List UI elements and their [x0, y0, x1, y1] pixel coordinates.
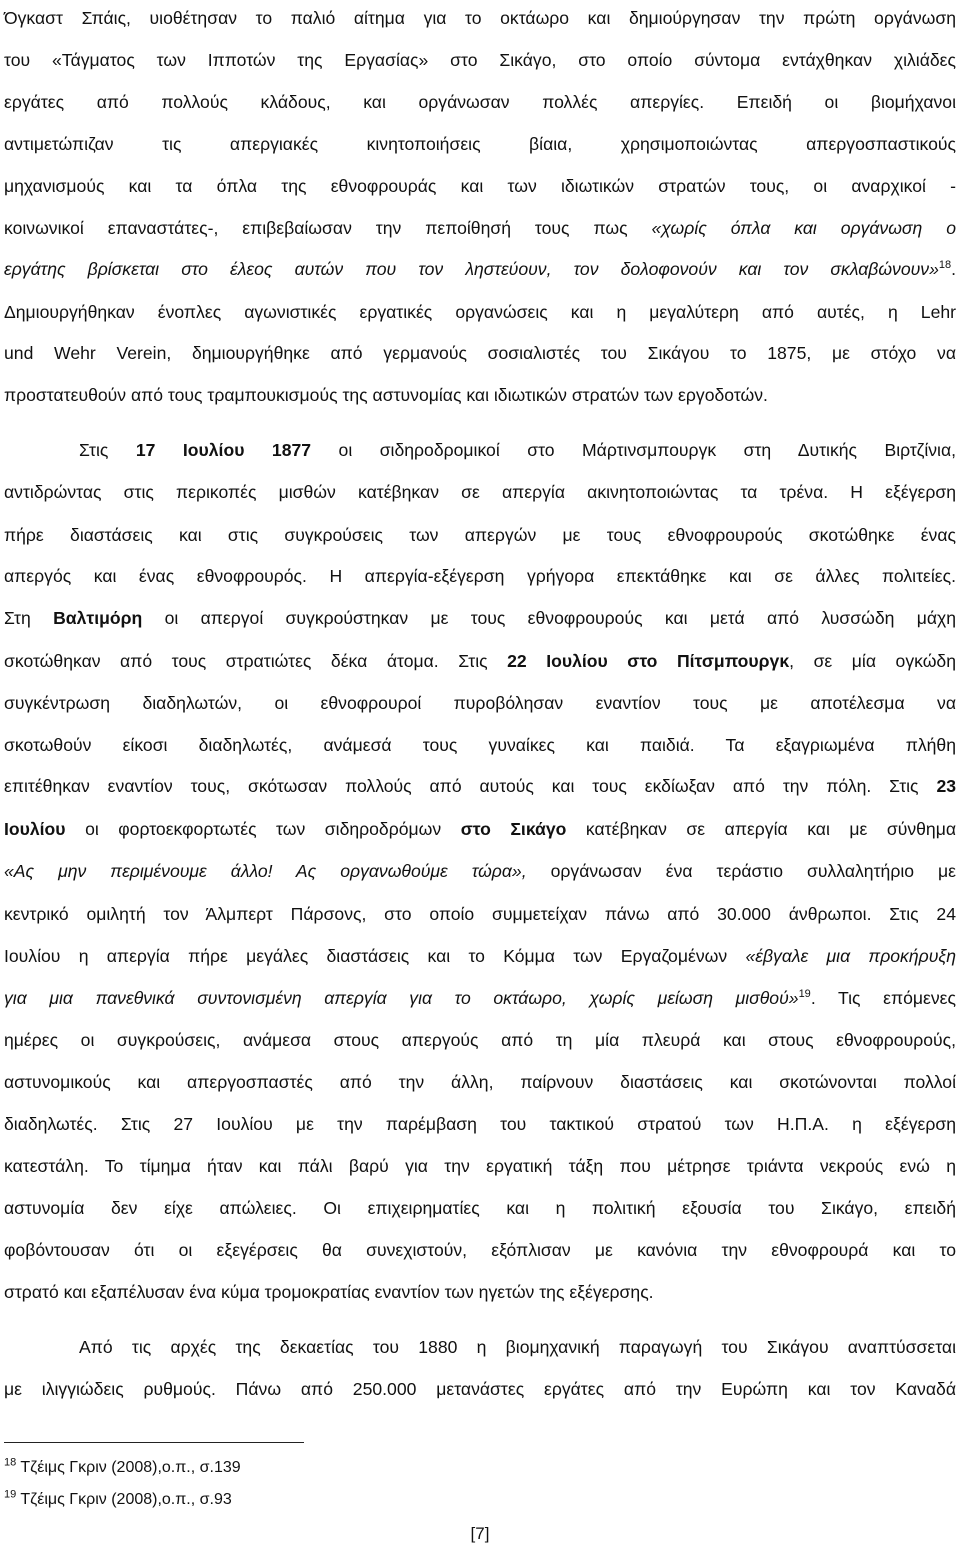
text-line: προστατευθούν από τους τραμπουκισμούς της αστυνομίας και ιδιωτικών στρατών των εργοδοτών.: [4, 385, 768, 405]
bold-text: 17 Ιουλίου 1877: [135, 440, 312, 460]
text-span: σκοτώθηκαν από τους στρατιώτες δέκα άτομα. Στις: [4, 651, 488, 671]
footnote-ref[interactable]: 18: [938, 259, 952, 272]
text-span: Ιουλίου η απεργία πήρε μεγάλες διαστάσεις και το Κόμμα των Εργαζομένων: [4, 946, 728, 966]
text-line: κεντρικό ομιλητή τον Άλμπερτ Πάρσονς, στο οποίο συμμετείχαν πάνω από 30.000 άνθρωποι. Στις 24: [4, 904, 956, 924]
text-line: [4, 776, 956, 796]
text-line: [4, 861, 956, 881]
page-number: [7]: [470, 1524, 490, 1543]
text-line: αστυνομικούς και απεργοσπαστές από την άλλη, παίρνουν διαστάσεις και σκοτώνονται πολλοί: [4, 1072, 956, 1092]
text-line: [79, 440, 956, 460]
text-line: στρατό και εξαπέλυσαν ένα κύμα τρομοκρατίας εναντίον των ηγετών της εξέγερσης.: [4, 1282, 654, 1302]
quote-text: «έβγαλε μια προκήρυξη: [745, 946, 957, 966]
text-line: συγκέντρωση διαδηλωτών, οι εθνοφρουροί πυροβόλησαν εναντίον τους με αποτέλεσμα να: [4, 693, 956, 713]
text-line: σκοτωθούν είκοσι διαδηλωτές, ανάμεσά τους γυναίκες και παιδιά. Τα εξαγριωμένα πλήθη: [4, 735, 956, 755]
footnote-separator: [4, 1442, 304, 1443]
text-line: αστυνομία δεν είχε απώλειες. Οι επιχειρηματίες και η πολιτική εξουσία του Σικάγο, επειδή: [4, 1198, 956, 1218]
quote-text: για μια πανεθνικά συντονισμένη απεργία για το οκτάωρο, χωρίς μείωση μισθού»: [4, 988, 799, 1008]
text-line: φοβόντουσαν ότι οι εξεγέρσεις θα συνεχιστούν, εξόπλισαν με κανόνια την εθνοφρουρά και το: [4, 1240, 956, 1260]
footnote: [4, 1458, 241, 1478]
text-span: οι απεργοί συγκρούστηκαν με τους εθνοφρουρούς και μετά από λυσσώδη μάχη: [164, 608, 957, 628]
text-span: , σε μία ογκώδη: [789, 651, 957, 671]
text-line: εργάτες από πολλούς κλάδους, και οργάνωσαν πολλές απεργίες. Επειδή οι βιομήχανοι: [4, 92, 956, 112]
text-line: με ιλιγγιώδεις ρυθμούς. Πάνω από 250.000 μετανάστες εργάτες από την Ευρώπη και τον Καναδά: [4, 1379, 956, 1399]
text-line: αντιδρώντας στις περικοπές μισθών κατέβηκαν σε απεργία ακινητοποιώντας τα τρένα. Η εξέγερση: [4, 482, 956, 502]
text-span: κοινωνικοί επαναστάτες-, επιβεβαίωσαν την πεποίθησή τους πως: [4, 218, 628, 238]
text-span: οι φορτοεκφορτωτές των σιδηροδρόμων: [85, 819, 442, 839]
text-line: und Wehr Verein, δημιουργήθηκε από γερμανούς σοσιαλιστές του Σικάγου το 1875, με στόχο να: [4, 343, 956, 363]
text-span: .: [951, 259, 956, 279]
bold-text: Ιουλίου: [4, 819, 66, 839]
text-line: Από τις αρχές της δεκαετίας του 1880 η βιομηχανική παραγωγή του Σικάγου αναπτύσσεται: [79, 1337, 956, 1357]
text-span: Στις: [79, 440, 109, 460]
text-line: διαδηλωτές. Στις 27 Ιουλίου με την παρέμβαση του τακτικού στρατού των Η.Π.Α. η εξέγερση: [4, 1114, 956, 1134]
text-line: αντιμετώπιζαν τις απεργιακές κινητοποιήσεις βίαια, χρησιμοποιώντας απεργοσπαστικούς: [4, 134, 956, 154]
footnote-text: Τζέιμς Γκριν (2008),ο.π., σ.93: [20, 1491, 232, 1508]
text-line: [4, 946, 956, 966]
text-line: πήρε διαστάσεις και στις συγκρούσεις των απεργών με τους εθνοφρουρούς σκοτώθηκε ένας: [4, 525, 956, 545]
text-line: Δημιουργήθηκαν ένοπλες αγωνιστικές εργατικές οργανώσεις και η μεγαλύτερη από αυτές, η Lehr: [4, 302, 956, 322]
text-line: Όγκαστ Σπάις, υιοθέτησαν το παλιό αίτημα για το οκτάωρο και δημιούργησαν την πρώτη οργάνωση: [4, 8, 956, 28]
text-line: ημέρες οι συγκρούσεις, ανάμεσα στους απεργούς από τη μία πλευρά και στους εθνοφρουρούς,: [4, 1030, 956, 1050]
text-span: οι σιδηροδρομικοί στο Μάρτινσμπουργκ στη Δυτικής Βιρτζίνια,: [338, 440, 957, 460]
text-span: Στη: [4, 608, 31, 628]
bold-text: 23: [936, 776, 957, 796]
text-span: κατέβηκαν σε απεργία και με σύνθημα: [585, 819, 957, 839]
text-line: κατεστάλη. Το τίμημα ήταν και πάλι βαρύ για την εργατική τάξη που μέτρησε τριάντα νεκρούς ενώ η: [4, 1156, 956, 1176]
text-line: [4, 608, 956, 628]
text-line: [4, 819, 956, 839]
text-line: [4, 988, 956, 1008]
text-line: μηχανισμούς και τα όπλα της εθνοφρουράς και των ιδιωτικών στρατών τους, οι αναρχικοί -: [4, 176, 956, 196]
footnote-ref[interactable]: 19: [798, 988, 811, 1001]
text-span: επιτέθηκαν εναντίον τους, σκότωσαν πολλούς από αυτούς και τους εκδίωξαν από την πόλη. Στις: [4, 776, 919, 796]
footnote-number: 19: [4, 1488, 17, 1501]
quote-text: «Ας μην περιμένουμε άλλο! Ας οργανωθούμε τώρα»,: [4, 861, 527, 881]
bold-text: 22 Ιουλίου στο Πίτσμπουργκ: [507, 651, 790, 671]
footnote-text: Τζέιμς Γκριν (2008),ο.π., σ.139: [20, 1459, 241, 1476]
text-span: . Τις επόμενες: [810, 988, 956, 1008]
text-span: οργάνωσαν ένα τεράστιο συλλαλητήριο με: [550, 861, 957, 881]
text-line: απεργός και ένας εθνοφρουρός. Η απεργία-εξέγερση γρήγορα επεκτάθηκε και σε άλλες πολιτείες.: [4, 566, 956, 586]
text-line: [4, 218, 956, 238]
text-line: του «Τάγματος των Ιπποτών της Εργασίας» στο Σικάγο, στο οποίο σύντομα εντάχθηκαν χιλιάδες: [4, 50, 956, 70]
quote-text: εργάτης βρίσκεται στο έλεος αυτών που τον ληστεύουν, τον δολοφονούν και τον σκλαβώνουν»: [4, 259, 939, 279]
footnote: [4, 1490, 232, 1510]
text-line: [4, 259, 956, 279]
bold-text: στο Σικάγο: [460, 819, 567, 839]
quote-text: «χωρίς όπλα και οργάνωση ο: [651, 218, 956, 238]
text-line: [4, 651, 956, 671]
bold-text: Βαλτιμόρη: [53, 608, 143, 628]
footnote-number: 18: [4, 1456, 17, 1469]
